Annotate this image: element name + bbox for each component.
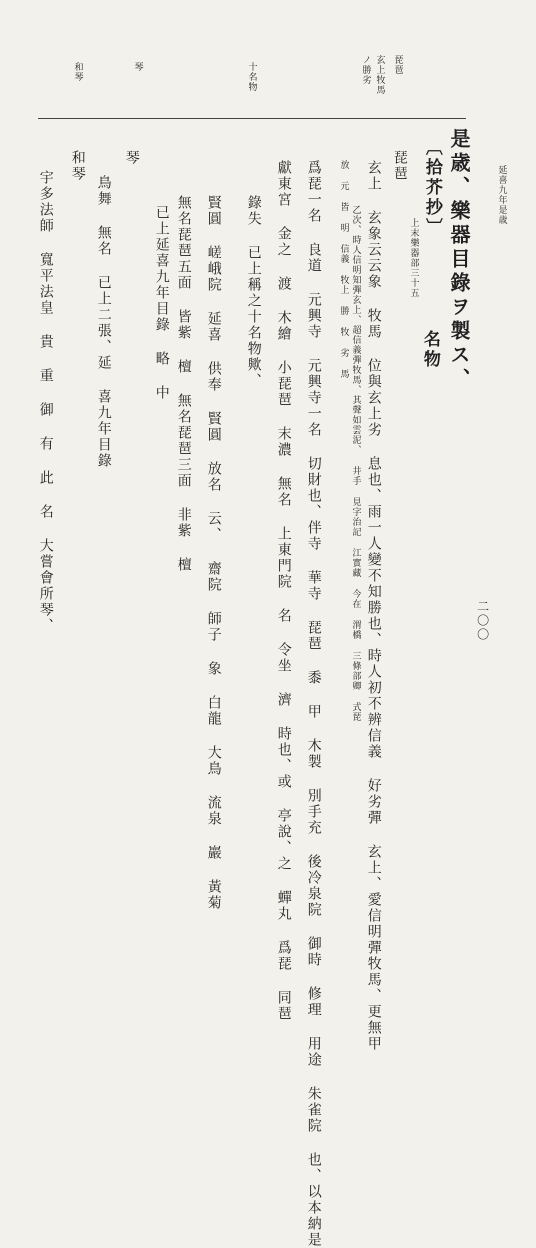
text-column-5: 獻東宮 金之 渡 木繪 小琵琶 末濃 無名 上東門院 名 令坐 濟 時也、或 亭說、之 蟬丸 爲琵 同琶 — [275, 160, 292, 1022]
biwa-heading: 琵琶 — [391, 150, 408, 182]
text-column-2: 乙次、時人信明知彈玄上、超信義彈牧馬、其聲如雲泥、 井手 見字治記 江實藏 今在 渭橋 三條部卿 式琵 — [350, 205, 361, 722]
text-column-10: 鳥舞 無名 已上二張、延 喜九年目錄 — [95, 175, 112, 469]
text-column-8: 無名琵琶五面 皆紫 檀 無名琵琶三面 非紫 檀 — [175, 195, 192, 573]
headnote-biwa: 琵琶 — [392, 55, 403, 75]
koto-heading: 琴 — [123, 150, 140, 166]
source-name: 〔拾芥抄〕 — [421, 138, 442, 238]
entry-title: 是歳、樂器目錄ヲ製ス、 — [447, 128, 471, 392]
page-number: 二〇〇 — [475, 600, 490, 642]
headnote-koto: 琴 — [132, 62, 143, 72]
text-column-7: 賢圓 嵯峨院 延喜 供奉 賢圓 放名 云、 齋院 師子 象 白龍 大鳥 流泉 巖 黃菊 — [205, 195, 222, 911]
headnote-genjo-bokuba: 玄上牧馬 — [374, 55, 385, 95]
text-column-4: 爲琵一名 良道 元興寺 元興寺一名 切財也、伴寺 華寺 琵琶 黍 甲 木製 別手充 後冷泉院 御時 修理 用途 朱雀院 也、以本納是 — [305, 160, 322, 1248]
text-column-1: 玄上 玄象云云象 牧馬 位與玄上劣 息也、雨一人變不知勝也、時人初不辨信義 好劣彈 玄上、愛信明彈牧馬、更無甲 — [365, 160, 382, 1052]
text-column-9: 已上延喜九年目錄 略 中 — [153, 205, 170, 401]
headnote-wagon: 和琴 — [72, 62, 83, 82]
text-column-6: 錄失 已上稱之十名物歟、 — [245, 195, 262, 389]
wagon-heading: 和琴 — [69, 150, 86, 182]
source-note: 上末樂器部三十五 — [408, 218, 419, 298]
section-heading: 名物 — [419, 330, 440, 370]
headnote-juumeibutsu: 十名物 — [246, 62, 257, 92]
headnote-shoretsu: ノ勝劣 — [360, 55, 371, 85]
text-column-3: 放 元 皆 明 信義 牧上 勝 牧 劣 馬 — [338, 160, 349, 379]
text-column-11: 宇多法師 寬平法皇 貴 重 御 有 此 名 大嘗會所琴、 — [37, 170, 54, 634]
running-head: 延喜九年是歳 — [496, 165, 507, 225]
header-rule — [38, 118, 466, 119]
